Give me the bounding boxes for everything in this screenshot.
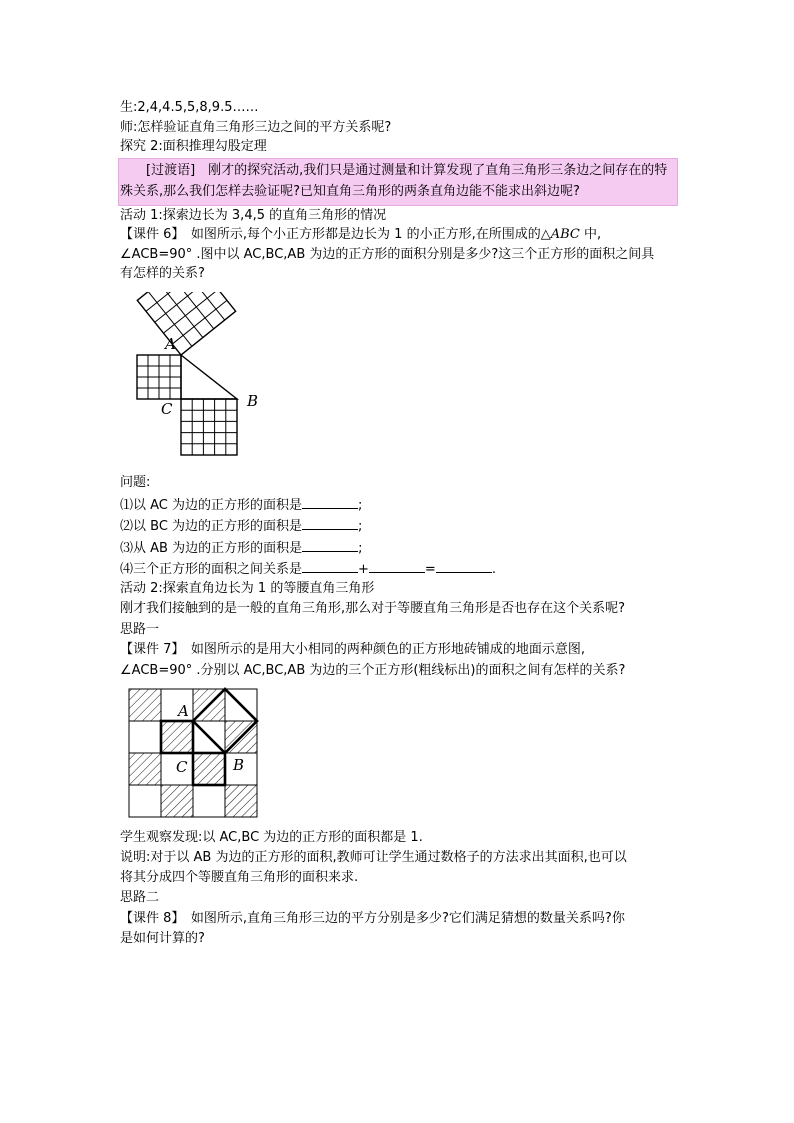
label-a: A [165, 335, 176, 353]
explanation-line2: 将其分成四个等腰直角三角形的面积来求. [120, 870, 359, 885]
student-observation: 学生观察发现:以 AC,BC 为边的正方形的面积都是 1. [120, 830, 423, 845]
questions-title: 问题: [120, 475, 151, 490]
square-bc-grid [181, 399, 237, 455]
courseware-8-line2: 是如何计算的? [120, 931, 205, 946]
courseware-8-line1: 【课件 8】 如图所示,直角三角形三边的平方分别是多少?它们满足猜想的数量关系吗?你 [120, 911, 625, 926]
courseware-6-line3: 有怎样的关系? [120, 266, 205, 281]
label-b: B [233, 756, 245, 774]
idea-two-heading: 思路二 [120, 890, 160, 905]
activity-1-heading: 活动 1:探索边长为 3,4,5 的直角三角形的情况 [120, 208, 387, 223]
transition-text: [过渡语] 刚才的探究活动,我们只是通过测量和计算发现了直角三角形三条边之间存在的特殊关系,那么我们怎样去验证呢?已知直角三角形的两条直角边能不能求出斜边呢? [120, 163, 668, 199]
triangle-abc [181, 355, 237, 399]
square-ac-grid [137, 355, 181, 399]
activity-2-heading: 活动 2:探索直角边长为 1 的等腰直角三角形 [120, 581, 375, 596]
question-3: ⑶从 AB 为边的正方形的面积是 ; [120, 537, 362, 558]
question-2: ⑵以 BC 为边的正方形的面积是 ; [120, 515, 362, 536]
figure-tile-floor [126, 686, 266, 822]
question-1: ⑴以 AC 为边的正方形的面积是 ; [120, 494, 362, 515]
student-answer: 生:2,4,4.5,5,8,9.5…… [120, 100, 259, 115]
courseware-7-line2: ∠ACB=90° .分别以 AC,BC,AB 为边的三个正方形(粗线标出)的面积之间有怎样的关系? [120, 663, 626, 678]
question-4: ⑷三个正方形的面积之间关系是 + = . [120, 558, 496, 579]
label-a: A [178, 702, 189, 720]
label-b: B [247, 392, 259, 410]
activity-2-intro: 刚才我们接触到的是一般的直角三角形,那么对于等腰直角三角形是否也存在这个关系呢? [120, 601, 626, 616]
label-c: C [176, 758, 188, 776]
courseware-7-line1: 【课件 7】 如图所示的是用大小相同的两种颜色的正方形地砖铺成的地面示意图, [120, 642, 586, 657]
label-c: C [161, 400, 173, 418]
courseware-6-line1: 【课件 6】 如图所示,每个小正方形都是边长为 1 的小正方形,在所围成的△ABC 中, [120, 227, 602, 242]
figure-345-squares [128, 292, 298, 462]
courseware-6-line2: ∠ACB=90° .图中以 AC,BC,AB 为边的正方形的面积分别是多少?这三个正方形的面积之间具 [120, 247, 655, 262]
square-ab-grid [137, 292, 235, 355]
teacher-question: 师:怎样验证直角三角形三边之间的平方关系呢? [120, 120, 392, 135]
section-heading-2: 探究 2:面积推理勾股定理 [120, 139, 267, 154]
explanation-line1: 说明:对于以 AB 为边的正方形的面积,教师可让学生通过数格子的方法求出其面积,也可以 [120, 850, 627, 865]
idea-one-heading: 思路一 [120, 622, 160, 637]
